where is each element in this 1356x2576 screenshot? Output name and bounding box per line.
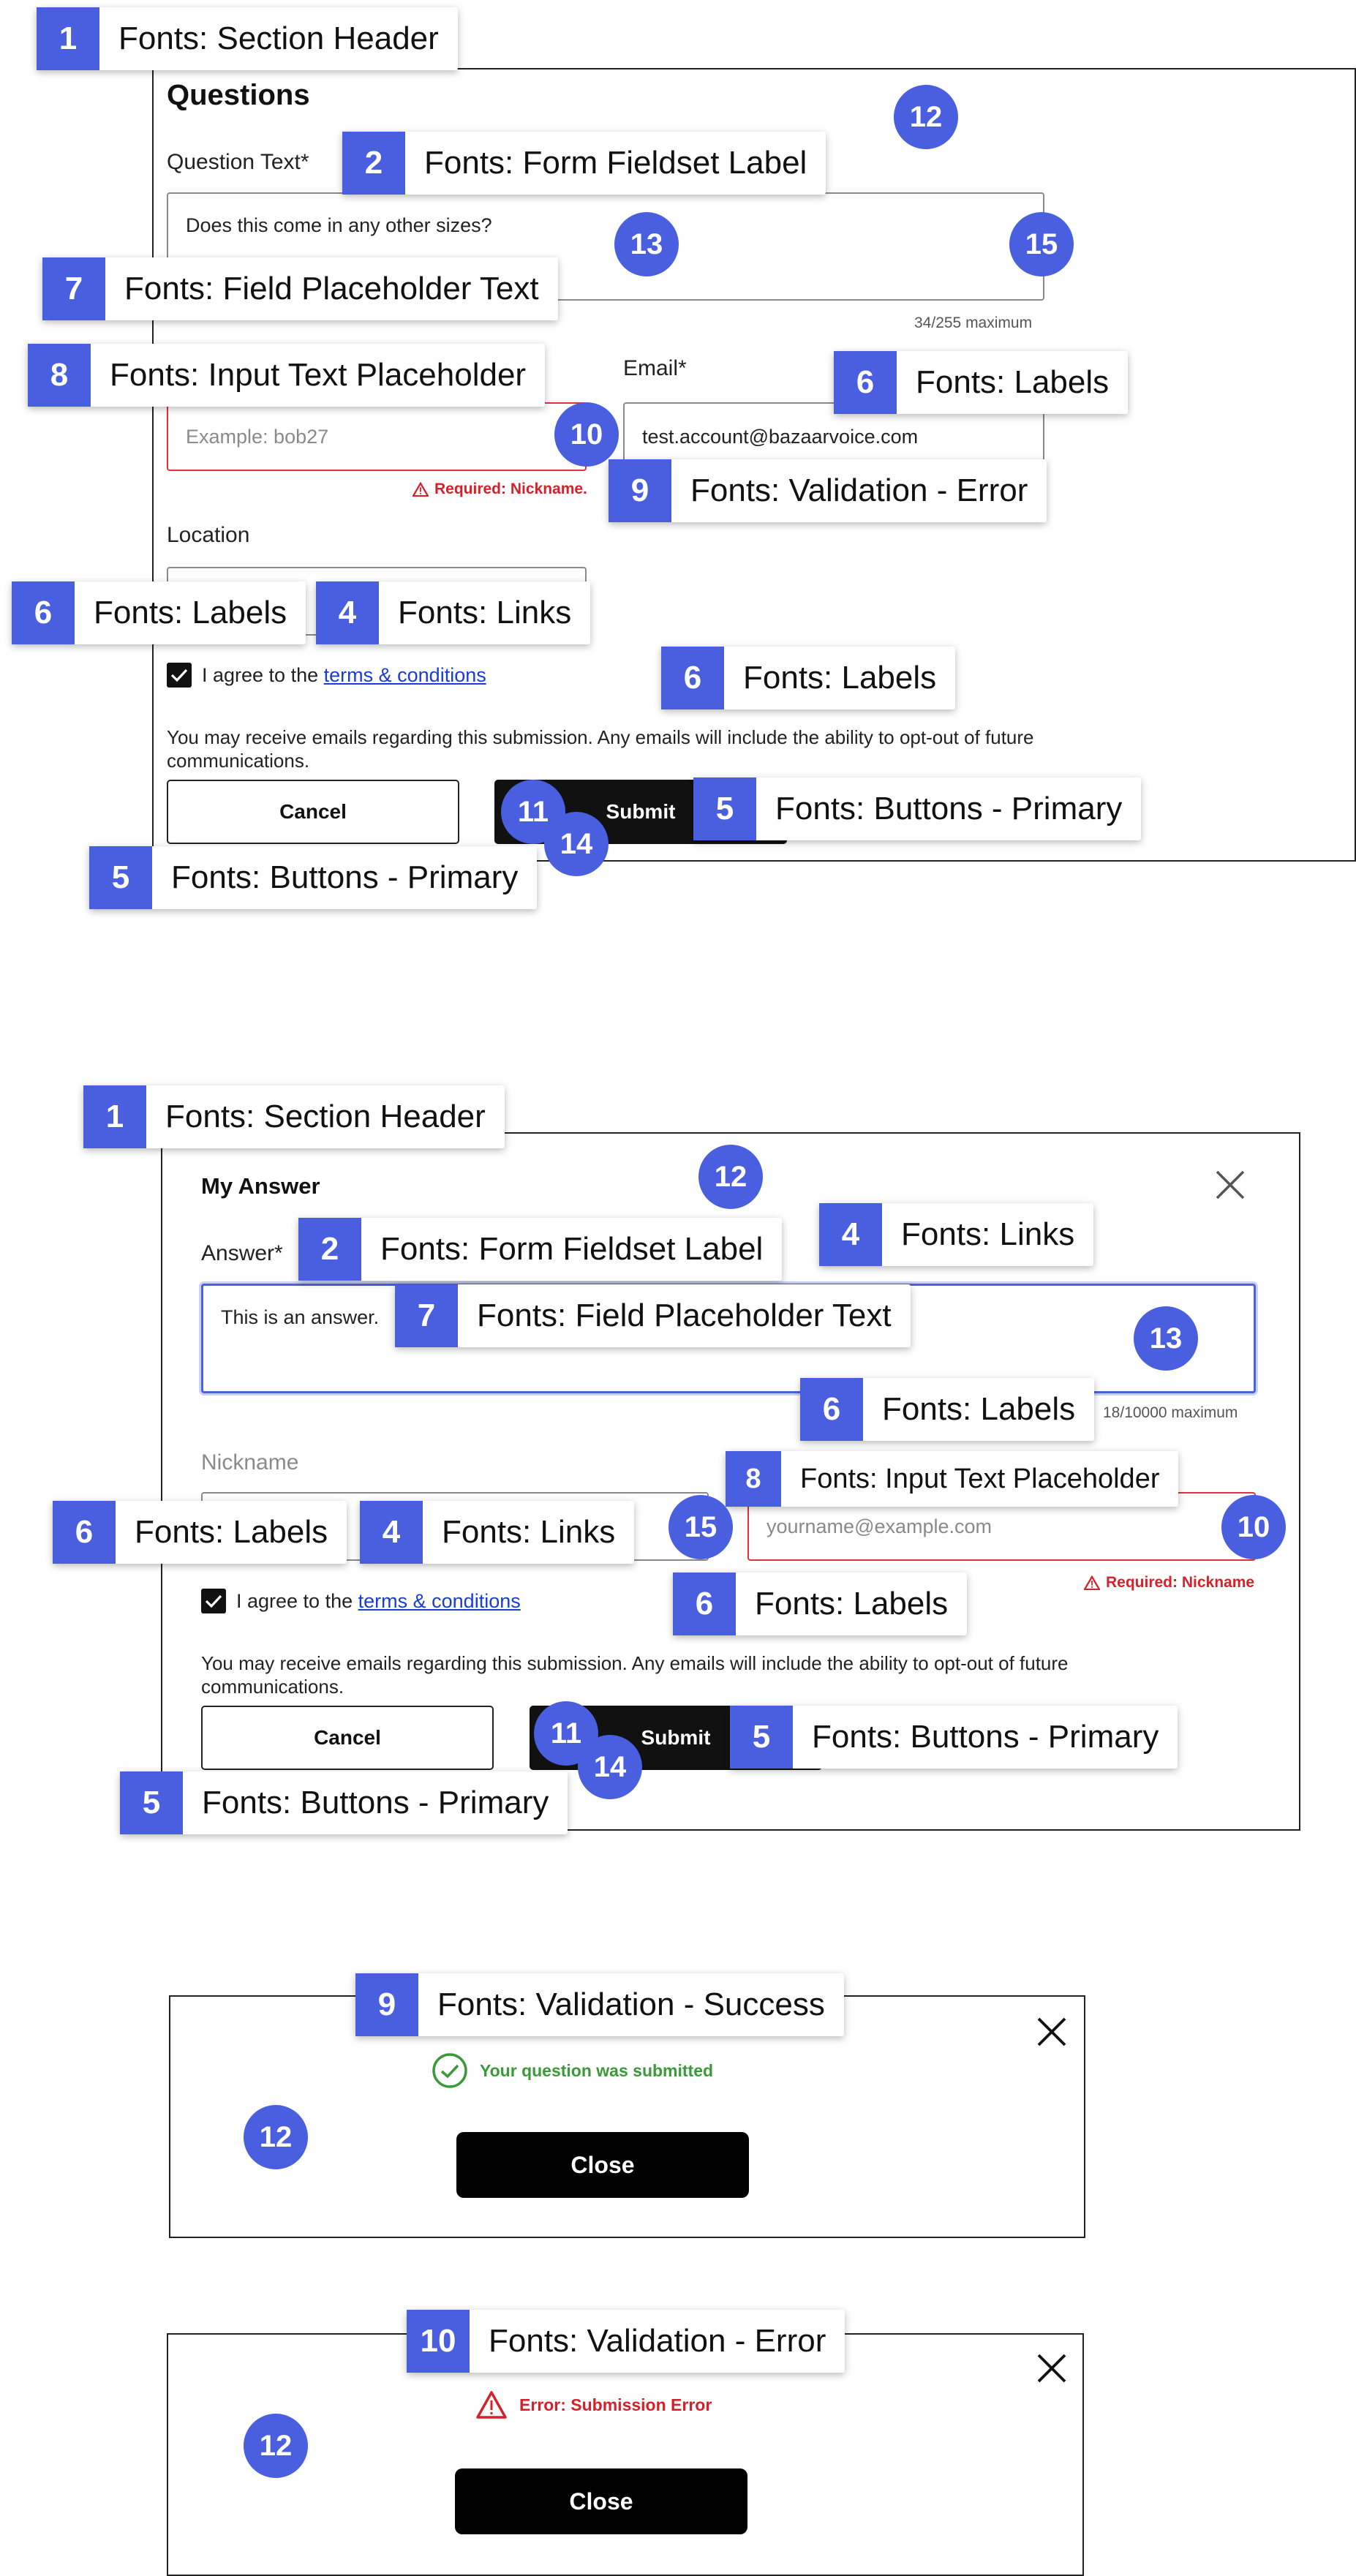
success-message [432,2052,713,2089]
annotation-number: 10 [407,2310,470,2373]
answer-counter: 18/10000 maximum [1103,1404,1238,1421]
annotation-form-fieldset-label [298,1218,782,1281]
annotation-text: Fonts: Section Header [118,20,439,56]
annotation-number: 4 [819,1203,882,1266]
answer-disclaimer-text: You may receive emails regarding this submission. Any emails will include the ability to opt-out of future communications. [201,1652,1069,1698]
annotation-text: Fonts: Form Fieldset Label [424,145,807,181]
annotation-text: Fonts: Labels [743,660,937,696]
answer-submit-button[interactable]: Submit [530,1706,822,1770]
submit-button[interactable]: Submit [494,780,787,844]
marker-12: 12 [244,2414,308,2478]
answer-agree-checkbox[interactable] [201,1589,226,1613]
annotation-text: Fonts: Links [398,595,572,630]
annotation-field-placeholder-text [395,1284,911,1347]
annotation-text: Fonts: Labels [882,1391,1076,1427]
error-message-text: Error: Submission Error [519,2395,712,2414]
cancel-button[interactable]: Cancel [167,780,459,844]
annotation-number: 8 [28,344,91,407]
annotation-buttons-primary [89,846,537,909]
warning-icon [475,2390,508,2419]
answer-agree-prefix: I agree to the [236,1590,353,1612]
annotation-number: 6 [834,351,897,414]
annotation-text: Fonts: Labels [135,1514,328,1550]
checkmark-icon [205,1594,222,1608]
answer-email-error [1084,1574,1254,1592]
marker-14: 14 [578,1735,642,1799]
annotation-text: Fonts: Links [442,1514,616,1550]
annotation-number: 1 [83,1085,146,1148]
email-label: Email* [623,356,687,380]
marker-10: 10 [554,402,619,467]
annotation-text: Fonts: Labels [916,364,1110,400]
close-icon[interactable] [1036,2352,1068,2384]
question-text-label: Question Text* [167,150,309,174]
annotation-number: 7 [395,1284,458,1347]
email-value: test.account@bazaarvoice.com [642,425,919,448]
annotation-form-fieldset-label [342,132,826,195]
annotation-text: Fonts: Validation - Error [690,472,1028,508]
location-label: Location [167,523,250,547]
annotation-validation-error [609,459,1047,522]
annotation-number: 9 [355,1973,418,2036]
annotation-text: Fonts: Links [901,1216,1075,1252]
checkmark-icon [170,668,188,682]
annotation-number: 6 [12,581,75,644]
annotation-text: Fonts: Input Text Placeholder [800,1463,1160,1494]
marker-12: 12 [698,1145,763,1209]
annotation-number: 9 [609,459,671,522]
annotation-labels [12,581,306,644]
warning-icon [413,482,429,497]
annotation-text: Fonts: Form Fieldset Label [380,1231,764,1267]
marker-12: 12 [894,85,958,149]
marker-15: 15 [1009,212,1074,276]
annotation-section-header [37,7,458,70]
questions-title: Questions [167,79,310,111]
success-message-text: Your question was submitted [480,2060,714,2080]
nickname-input[interactable] [167,402,587,471]
marker-15: 15 [668,1495,733,1559]
marker-13: 13 [1134,1306,1198,1371]
annotation-number: 2 [342,132,405,195]
annotation-text: Fonts: Validation - Error [489,2323,826,2359]
annotation-input-text-placeholder [726,1451,1178,1507]
marker-14: 14 [544,812,609,876]
annotation-text: Fonts: Buttons - Primary [775,791,1123,826]
annotation-number: 5 [693,777,756,840]
annotation-labels [800,1378,1094,1441]
question-text-value: Does this come in any other sizes? [186,214,492,236]
annotation-links [316,581,590,644]
nickname-error [413,481,587,498]
agree-prefix: I agree to the [202,664,319,686]
annotation-number: 4 [360,1501,423,1564]
annotation-text: Fonts: Field Placeholder Text [477,1298,892,1333]
answer-title: My Answer [201,1173,320,1199]
nickname-error-text: Required: Nickname. [434,481,587,497]
annotation-validation-success [355,1973,844,2036]
annotation-labels [53,1501,347,1564]
answer-agree-text [236,1590,521,1613]
annotation-number: 2 [298,1218,361,1281]
annotation-validation-error [407,2310,845,2373]
annotation-text: Fonts: Buttons - Primary [812,1719,1159,1755]
annotation-number: 1 [37,7,99,70]
annotation-labels [661,647,955,709]
question-counter: 34/255 maximum [914,315,1033,331]
check-circle-icon [432,2052,468,2089]
annotation-buttons-primary [730,1706,1178,1769]
annotation-input-text-placeholder [28,344,545,407]
annotation-buttons-primary [693,777,1141,840]
annotation-number: 5 [89,846,152,909]
agree-checkbox[interactable] [167,663,192,688]
annotation-number: 5 [730,1706,793,1769]
warning-icon [1084,1575,1100,1590]
answer-email-error-text: Required: Nickname [1106,1574,1255,1591]
close-icon[interactable] [1213,1167,1248,1202]
marker-13: 13 [614,212,679,276]
answer-text-value: This is an answer. [221,1306,380,1328]
success-close-button[interactable]: Close [456,2132,749,2198]
annotation-number: 4 [316,581,379,644]
annotation-number: 6 [53,1501,116,1564]
annotation-section-header [83,1085,505,1148]
disclaimer-text: You may receive emails regarding this submission. Any emails will include the ability to opt-out of future communications. [167,726,1034,772]
annotation-text: Fonts: Input Text Placeholder [110,357,527,393]
terms-link[interactable]: terms & conditions [323,664,486,686]
answer-label: Answer* [201,1241,283,1265]
annotation-labels [834,351,1128,414]
nickname-placeholder: Example: bob27 [186,425,329,448]
annotation-text: Fonts: Buttons - Primary [171,859,519,895]
marker-11: 11 [501,780,565,844]
annotation-labels [673,1573,967,1635]
marker-10: 10 [1221,1495,1286,1559]
annotation-text: Fonts: Field Placeholder Text [124,271,539,306]
answer-terms-link[interactable]: terms & conditions [358,1590,521,1612]
error-close-button[interactable]: Close [455,2468,747,2534]
answer-email-placeholder: yourname@example.com [766,1515,992,1537]
annotation-text: Fonts: Labels [94,595,287,630]
annotation-text: Fonts: Section Header [165,1099,486,1134]
annotation-links [360,1501,634,1564]
annotation-buttons-primary [120,1771,568,1834]
agree-text [202,664,486,687]
answer-cancel-button[interactable]: Cancel [201,1706,494,1770]
annotation-number: 6 [661,647,724,709]
annotation-text: Fonts: Labels [755,1586,949,1622]
annotation-text: Fonts: Validation - Success [437,1986,825,2022]
annotation-number: 6 [800,1378,863,1441]
marker-11: 11 [534,1701,598,1766]
annotation-text: Fonts: Buttons - Primary [202,1785,549,1820]
annotation-links [819,1203,1093,1266]
annotation-number: 8 [726,1451,781,1507]
nickname-label: Nickname [201,1450,299,1475]
annotation-number: 6 [673,1573,736,1635]
annotation-number: 5 [120,1771,183,1834]
error-message [475,2390,712,2419]
marker-12: 12 [244,2105,308,2169]
close-icon[interactable] [1036,2016,1068,2048]
annotation-field-placeholder-text [42,257,558,320]
annotation-number: 7 [42,257,105,320]
